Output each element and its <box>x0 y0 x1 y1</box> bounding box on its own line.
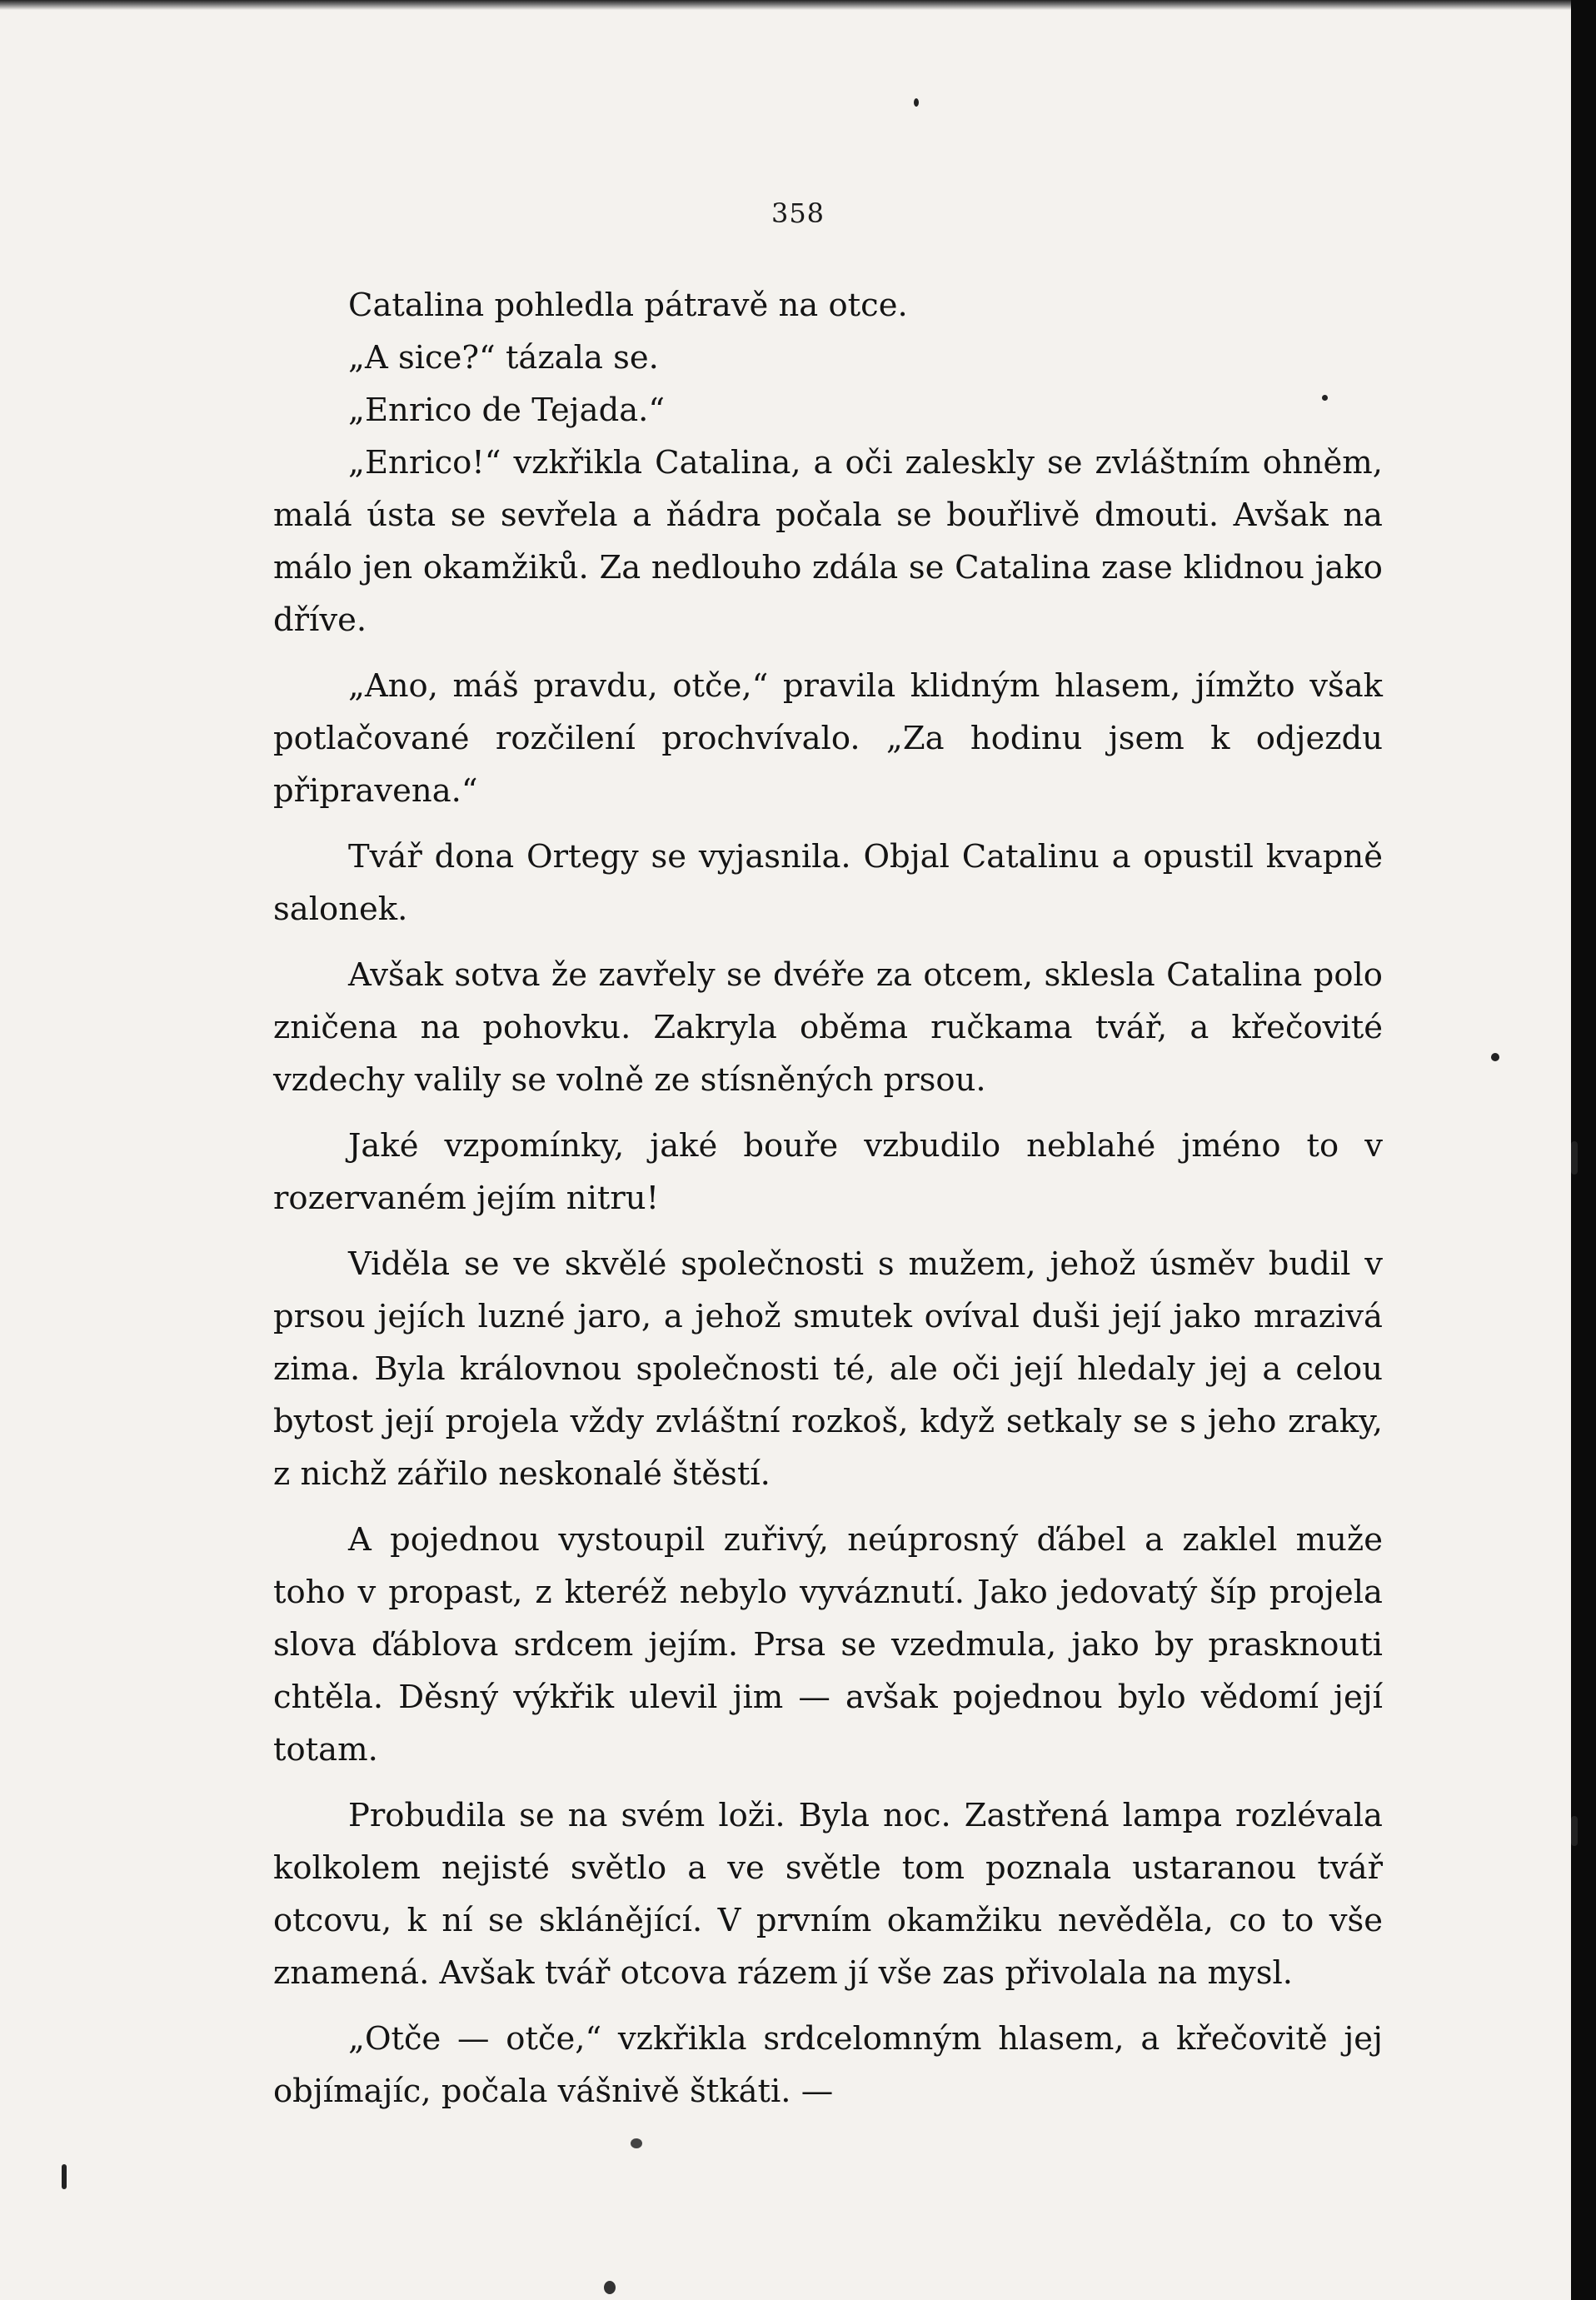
paragraph: A pojednou vystoupil zuřivý, neúprosný ďábel a zaklel muže toho v propast, z kteréž nebylo vyváznutí. Jako jedovatý šíp projela slova ďáblova srdcem jejím. Prsa se vzedmula, jako by prasknouti chtěla. Děsný výkřik ulevil jim — avšak pojednou bylo vědomí její totam. <box>273 1521 1383 1769</box>
paragraph: „Otče — otče,“ vzkřikla srdcelomným hlasem, a křečovitě jej objímajíc, počala vášnivě štkáti. — <box>273 2020 1383 2110</box>
paragraph: Jaké vzpomínky, jaké bouře vzbudilo neblahé jméno to v rozervaném jejím nitru! <box>273 1127 1383 1217</box>
paragraph: „Enrico de Tejada.“ <box>348 392 666 429</box>
scan-speck <box>631 2138 642 2148</box>
paragraph: Viděla se ve skvělé společnosti s mužem, jehož úsměv budil v prsou jejích luzné jaro, a jehož smutek ovíval duši její jako mrazivá zima. Byla královnou společnosti té, ale oči její hledaly jej a celou bytost její projela vždy zvláštní rozkoš, když setkaly se s jeho zraky, z nichž zářilo neskonalé štěstí. <box>273 1245 1383 1493</box>
paragraph: „Enrico!“ vzkřikla Catalina, a oči zaleskly se zvláštním ohněm, malá ústa se sevřela a ňádra počala se bouřlivě dmouti. Avšak na málo jen okamžiků. Za nedlouho zdála se Catalina zase klidnou jako dříve. <box>273 444 1383 639</box>
scan-speck <box>62 2164 67 2189</box>
scan-speck <box>914 98 919 107</box>
scan-speck <box>1491 1053 1499 1061</box>
scan-speck <box>1571 1141 1578 1175</box>
body-text <box>273 279 1383 2118</box>
paragraph: „Ano, máš pravdu, otče,“ pravila klidným hlasem, jímžto však potlačované rozčilení prochvívalo. „Za hodinu jsem k odjezdu připravena.“ <box>273 667 1383 810</box>
paragraph: „A sice?“ tázala se. <box>348 339 659 377</box>
scan-top-edge <box>0 0 1596 10</box>
scan-speck <box>1571 1816 1578 1846</box>
paragraph: Avšak sotva že zavřely se dvéře za otcem, sklesla Catalina polo zničena na pohovku. Zakryla oběma ručkama tvář, a křečovité vzdechy valily se volně ze stísněných prsou. <box>273 956 1383 1099</box>
scan-speck <box>604 2281 616 2294</box>
paragraph: Tvář dona Ortegy se vyjasnila. Objal Catalinu a opustil kvapně salonek. <box>273 838 1383 928</box>
paragraph: Probudila se na svém loži. Byla noc. Zastřená lampa rozlévala kolkolem nejisté světlo a ve světle tom poznala ustaranou tvář otcovu, k ní se sklánějící. V prvním okamžiku nevěděla, co to vše znamená. Avšak tvář otcova rázem jí vše zas přivolala na mysl. <box>273 1797 1383 1992</box>
paragraph: Catalina pohledla pátravě na otce. <box>348 287 908 324</box>
page-number: 358 <box>771 197 825 229</box>
